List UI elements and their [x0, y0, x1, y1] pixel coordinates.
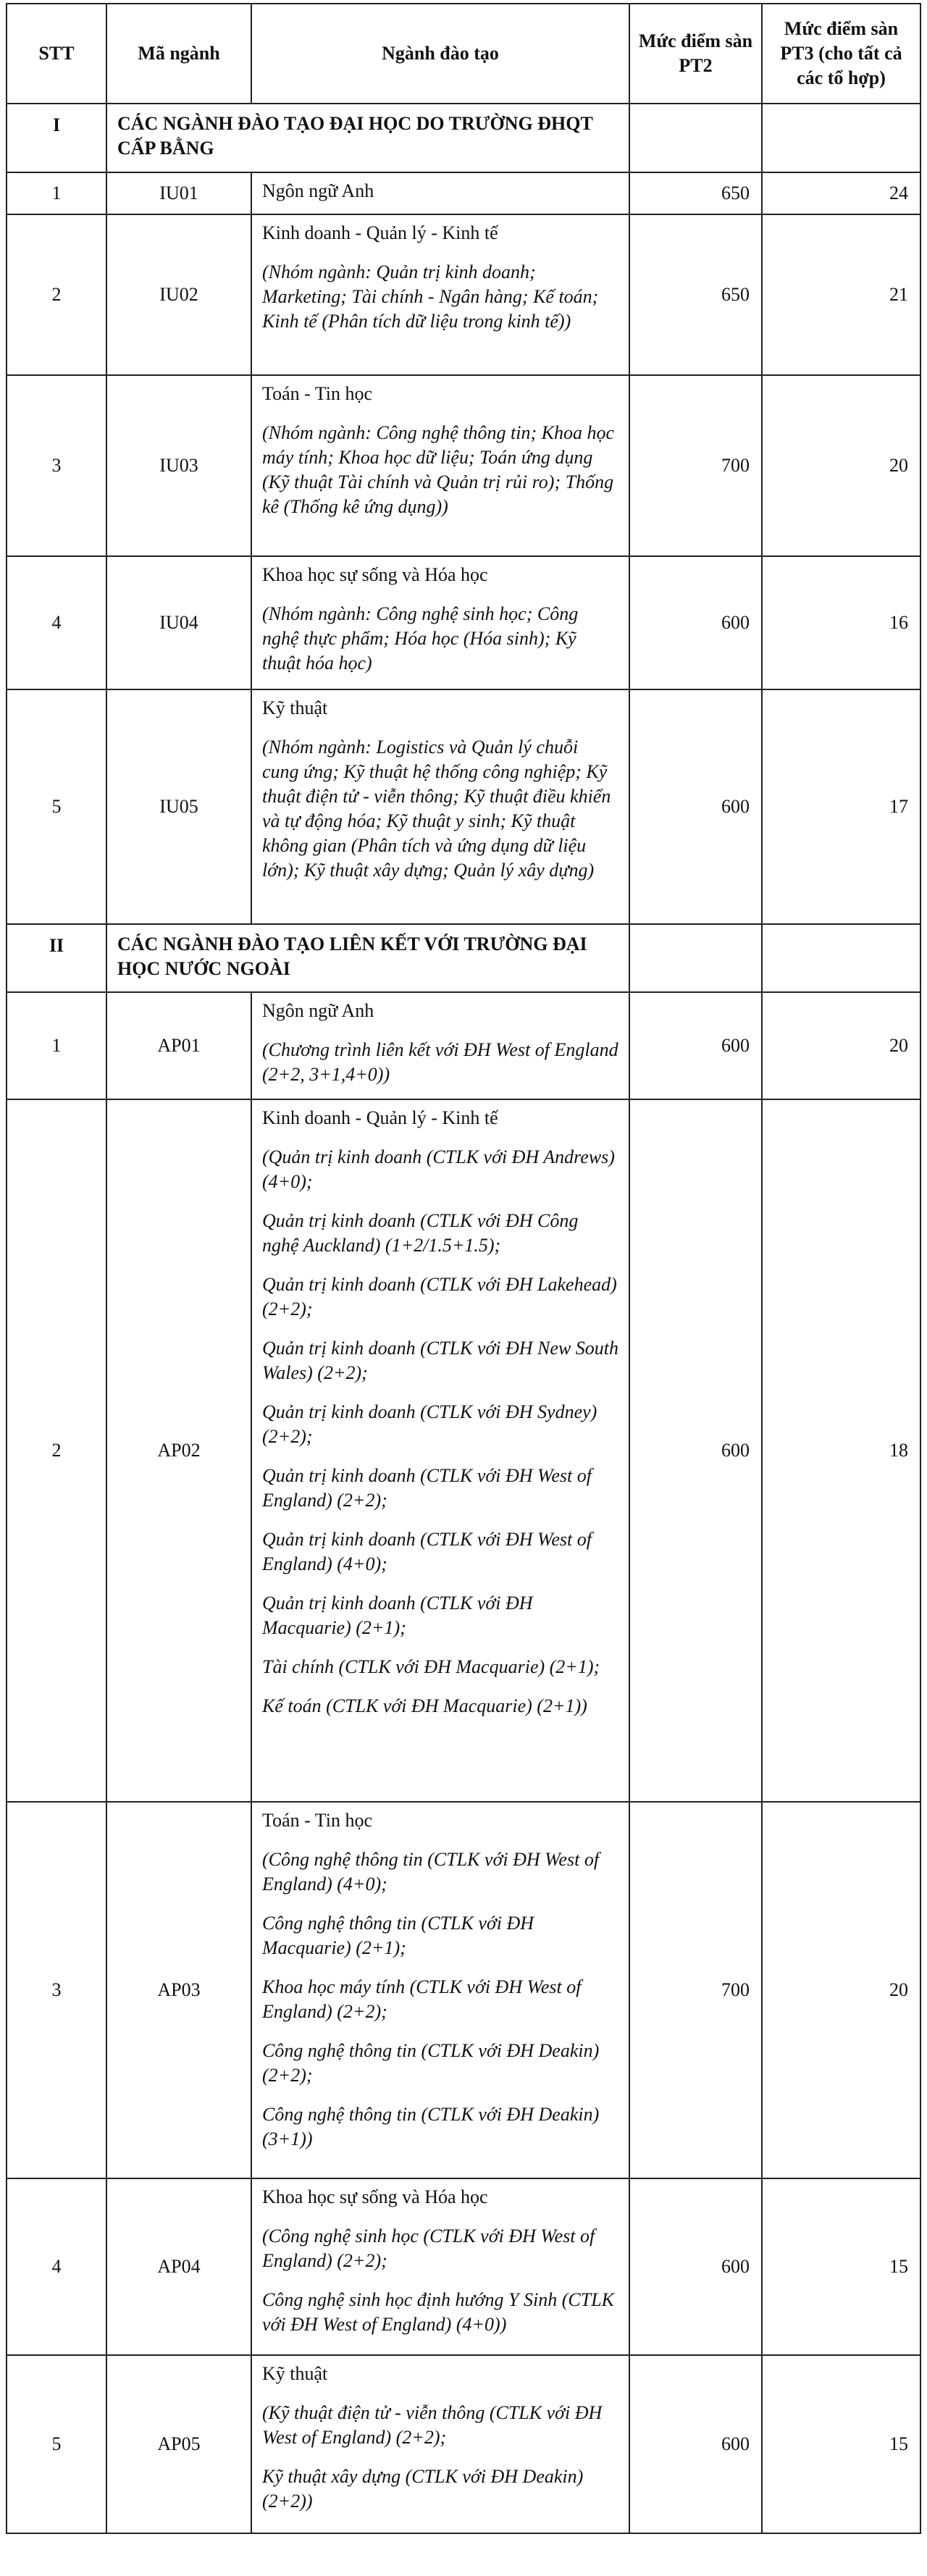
table-row [7, 2355, 920, 2533]
program-item: (Công nghệ sinh học (CTLK với ĐH West of England) (2+2); [262, 2225, 595, 2271]
program-cell [251, 556, 629, 689]
table-row [7, 2178, 920, 2355]
program-cell [251, 689, 629, 924]
row-code: AP05 [106, 2355, 251, 2533]
score-pt2: 600 [629, 556, 762, 689]
program-name: Kỹ thuật [262, 2363, 328, 2384]
program-item: Khoa học máy tính (CTLK với ĐH West of England) (2+2); [262, 1976, 582, 2022]
table-row [7, 992, 920, 1099]
section-row [7, 104, 920, 172]
program-item: (Quản trị kinh doanh (CTLK với ĐH Andrews) (4+0); [262, 1146, 615, 1192]
program-name: Kinh doanh - Quản lý - Kinh tế [262, 222, 498, 243]
row-code: IU05 [106, 689, 251, 924]
row-code: IU02 [106, 214, 251, 375]
table-row [7, 556, 920, 689]
admission-score-table [6, 3, 921, 2534]
program-item: Công nghệ thông tin (CTLK với ĐH Deakin) (3+1)) [262, 2104, 600, 2149]
row-stt: 1 [7, 992, 106, 1099]
row-stt: 4 [7, 2178, 106, 2355]
program-item: Quản trị kinh doanh (CTLK với ĐH West of England) (4+0); [262, 1529, 592, 1574]
score-pt3: 16 [762, 556, 920, 689]
program-description: (Nhóm ngành: Quản trị kinh doanh; Marketing; Tài chính - Ngân hàng; Kế toán; Kinh tế (Phân tích dữ liệu trong kinh tế)) [262, 261, 599, 332]
program-cell [251, 2178, 629, 2355]
program-item: (Kỹ thuật điện tử - viễn thông (CTLK với ĐH West of England) (2+2); [262, 2402, 603, 2448]
header-pt2: Mức điểm sàn PT2 [629, 4, 762, 104]
score-pt3: 15 [762, 2178, 920, 2355]
section-pt3-empty [762, 104, 920, 172]
program-item: Công nghệ sinh học định hướng Y Sinh (CTLK với ĐH West of England) (4+0)) [262, 2289, 614, 2335]
program-description: (Nhóm ngành: Công nghệ sinh học; Công nghệ thực phẩm; Hóa học (Hóa sinh); Kỹ thuật hóa học) [262, 603, 579, 674]
program-item: Quản trị kinh doanh (CTLK với ĐH West of England) (2+2); [262, 1465, 592, 1511]
score-pt2: 600 [629, 689, 762, 924]
header-code: Mã ngành [106, 4, 251, 104]
program-cell [251, 1099, 629, 1802]
row-code: IU01 [106, 172, 251, 214]
program-name: Kinh doanh - Quản lý - Kinh tế [262, 1107, 498, 1128]
section-pt3-empty [762, 924, 920, 992]
score-pt3: 18 [762, 1099, 920, 1802]
row-code: AP02 [106, 1099, 251, 1802]
row-stt: 3 [7, 375, 106, 556]
program-item: Tài chính (CTLK với ĐH Macquarie) (2+1); [262, 1656, 600, 1677]
table-row [7, 1802, 920, 2178]
header-row [7, 4, 920, 104]
row-code: IU04 [106, 556, 251, 689]
program-item: Quản trị kinh doanh (CTLK với ĐH Sydney) (2+2); [262, 1401, 597, 1447]
section-pt2-empty [629, 924, 762, 992]
header-pt3: Mức điểm sàn PT3 (cho tất cả các tổ hợp) [762, 4, 920, 104]
program-cell [251, 1802, 629, 2178]
header-program: Ngành đào tạo [251, 4, 629, 104]
table-row [7, 214, 920, 375]
program-cell [251, 992, 629, 1099]
program-name: Ngôn ngữ Anh [262, 1000, 374, 1021]
program-item: Quản trị kinh doanh (CTLK với ĐH New South Wales) (2+2); [262, 1338, 619, 1383]
program-name: Toán - Tin học [262, 383, 373, 404]
program-item: Quản trị kinh doanh (CTLK với ĐH Công nghệ Auckland) (1+2/1.5+1.5); [262, 1210, 579, 1256]
program-item: Quản trị kinh doanh (CTLK với ĐH Lakehead) (2+2); [262, 1274, 617, 1320]
program-cell [251, 2355, 629, 2533]
table-row [7, 689, 920, 924]
program-description: (Nhóm ngành: Công nghệ thông tin; Khoa học máy tính; Khoa học dữ liệu; Toán ứng dụng (Kỹ thuật Tài chính và Quản trị rủi ro); Thống kê (Thống kê ứng dụng)) [262, 422, 615, 517]
row-stt: 2 [7, 214, 106, 375]
section-row [7, 924, 920, 992]
program-cell [251, 172, 629, 214]
program-description: (Chương trình liên kết với ĐH West of England (2+2, 3+1,4+0)) [262, 1039, 618, 1085]
row-stt: 3 [7, 1802, 106, 2178]
score-pt3: 21 [762, 214, 920, 375]
row-stt: 4 [7, 556, 106, 689]
program-item: Quản trị kinh doanh (CTLK với ĐH Macquarie) (2+1); [262, 1593, 533, 1638]
table-row [7, 172, 920, 214]
section-number: I [7, 104, 106, 172]
row-stt: 5 [7, 689, 106, 924]
row-code: AP04 [106, 2178, 251, 2355]
row-code: IU03 [106, 375, 251, 556]
program-item: (Công nghệ thông tin (CTLK với ĐH West of England) (4+0); [262, 1849, 600, 1895]
row-stt: 2 [7, 1099, 106, 1802]
row-code: AP03 [106, 1802, 251, 2178]
program-name: Kỹ thuật [262, 697, 328, 718]
section-title: CÁC NGÀNH ĐÀO TẠO ĐẠI HỌC DO TRƯỜNG ĐHQT CẤP BẰNG [106, 104, 629, 172]
score-pt2: 600 [629, 2355, 762, 2533]
program-item: Công nghệ thông tin (CTLK với ĐH Deakin) (2+2); [262, 2040, 600, 2086]
row-stt: 5 [7, 2355, 106, 2533]
score-pt2: 650 [629, 214, 762, 375]
score-pt2: 700 [629, 1802, 762, 2178]
section-number: II [7, 924, 106, 992]
program-item: Kỹ thuật xây dựng (CTLK với ĐH Deakin) (2+2)) [262, 2466, 584, 2512]
score-pt3: 17 [762, 689, 920, 924]
program-cell [251, 214, 629, 375]
table-row [7, 375, 920, 556]
score-pt3: 24 [762, 172, 920, 214]
score-pt2: 600 [629, 2178, 762, 2355]
score-pt3: 20 [762, 992, 920, 1099]
table-body [7, 104, 920, 2533]
row-code: AP01 [106, 992, 251, 1099]
section-title: CÁC NGÀNH ĐÀO TẠO LIÊN KẾT VỚI TRƯỜNG ĐẠI HỌC NƯỚC NGOÀI [106, 924, 629, 992]
program-cell [251, 375, 629, 556]
header-stt: STT [7, 4, 106, 104]
score-pt3: 15 [762, 2355, 920, 2533]
row-stt: 1 [7, 172, 106, 214]
program-item: Kế toán (CTLK với ĐH Macquarie) (2+1)) [262, 1695, 587, 1716]
section-pt2-empty [629, 104, 762, 172]
program-description: (Nhóm ngành: Logistics và Quản lý chuỗi cung ứng; Kỹ thuật hệ thống công nghiệp; Kỹ thuật điện tử - viễn thông; Kỹ thuật điều khiển và tự động hóa; Kỹ thuật y sinh; Kỹ thuật không gian (Phân tích và ứng dụng dữ liệu lớn); Kỹ thuật xây dựng; Quản lý xây dựng) [262, 737, 611, 881]
score-pt3: 20 [762, 375, 920, 556]
score-pt2: 700 [629, 375, 762, 556]
program-name: Toán - Tin học [262, 1810, 373, 1831]
program-name: Ngôn ngữ Anh [262, 180, 374, 201]
score-pt2: 600 [629, 1099, 762, 1802]
program-name: Khoa học sự sống và Hóa học [262, 564, 488, 585]
program-name: Khoa học sự sống và Hóa học [262, 2186, 488, 2207]
table-row [7, 1099, 920, 1802]
program-item: Công nghệ thông tin (CTLK với ĐH Macquarie) (2+1); [262, 1913, 534, 1958]
score-pt2: 650 [629, 172, 762, 214]
score-pt2: 600 [629, 992, 762, 1099]
score-pt3: 20 [762, 1802, 920, 2178]
